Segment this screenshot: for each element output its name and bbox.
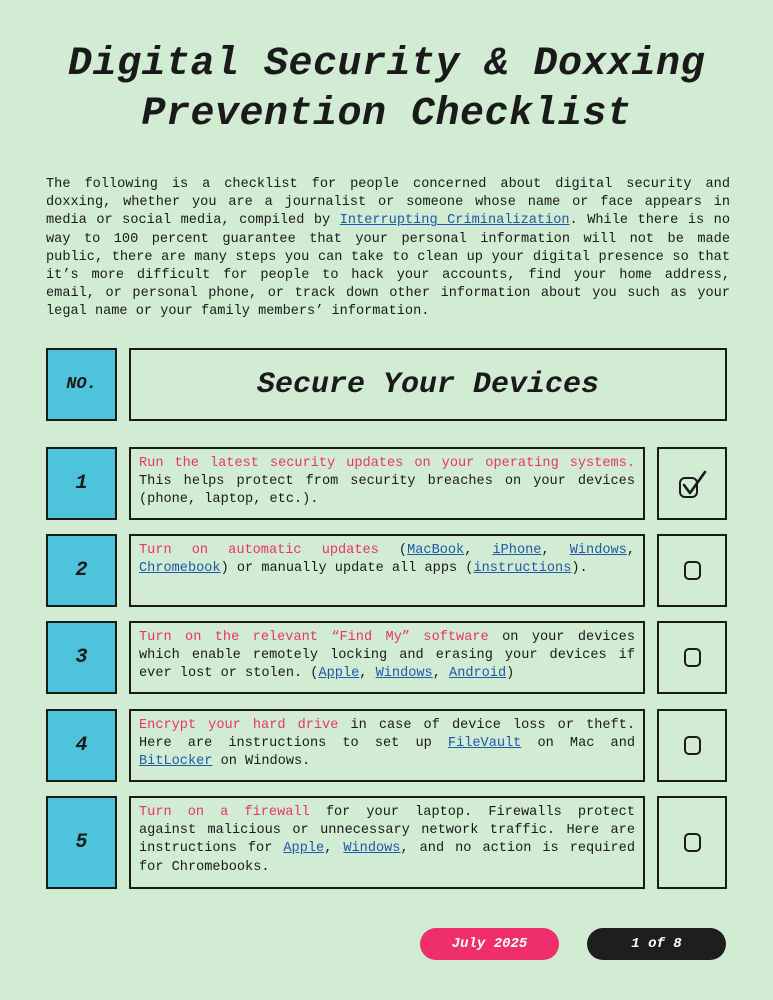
checkbox-item-3[interactable]	[657, 621, 727, 694]
checklist-item-4-text: Encrypt your hard drive in case of device loss or theft. Here are instructions to set up FileVault on Mac and BitLocker on Windows.	[129, 709, 645, 782]
windows-firewall-link[interactable]: Windows	[343, 841, 401, 857]
android-link[interactable]: Android	[449, 666, 507, 682]
checkbox-item-5[interactable]	[657, 796, 727, 889]
item-number-4: 4	[46, 709, 117, 782]
bitlocker-link[interactable]: BitLocker	[139, 754, 213, 770]
interrupting-criminalization-link[interactable]: Interrupting Criminalization	[339, 213, 570, 229]
checkbox-icon	[684, 833, 701, 852]
apple-firewall-link[interactable]: Apple	[283, 841, 325, 857]
item-number-2: 2	[46, 534, 117, 607]
windows-link[interactable]: Windows	[375, 666, 433, 682]
number-column-header: NO.	[46, 348, 117, 421]
chromebook-link[interactable]: Chromebook	[139, 561, 221, 577]
page-indicator: 1 of 8	[587, 928, 726, 960]
title-line-1: Digital Security & Doxxing	[67, 42, 706, 87]
instructions-link[interactable]: instructions	[473, 561, 572, 577]
date-badge: July 2025	[420, 928, 559, 960]
windows-link[interactable]: Windows	[569, 543, 627, 558]
checkbox-item-2[interactable]	[657, 534, 727, 607]
intro-paragraph: The following is a checklist for people concerned about digital security and doxxing, whether you are a journalist or someone whose name or face appears in media or social media, compiled by Interrupting Criminalization. While there is no way to 100 percent guarantee that your personal information will not be made public, there are many steps you can take to clean up your digital presence so that it’s more difficult for people to hack your accounts, find your home address, email, or personal phone, or track down other information about you such as your legal name or your family members’ information.	[46, 177, 731, 320]
checkbox-item-4[interactable]	[657, 709, 727, 782]
page-title	[0, 40, 773, 140]
checklist-item-1-text: Run the latest security updates on your operating systems. This helps protect from security breaches on your devices (phone, laptop, etc.).	[129, 447, 645, 520]
title-line-2: Prevention Checklist	[141, 92, 632, 137]
apple-link[interactable]: Apple	[318, 666, 360, 682]
iphone-link[interactable]: iPhone	[492, 543, 542, 558]
filevault-link[interactable]: FileVault	[447, 736, 522, 752]
checked-checkbox-icon	[675, 469, 709, 499]
item-number-3: 3	[46, 621, 117, 694]
item-number-1: 1	[46, 447, 117, 520]
checklist-item-3-text: Turn on the relevant “Find My” software on your devices which enable remotely locking and erasing your devices if ever lost or stolen. (Apple, Windows, Android)	[129, 621, 645, 694]
section-title: Secure Your Devices	[129, 348, 727, 421]
item-number-5: 5	[46, 796, 117, 889]
checkbox-icon	[684, 736, 701, 755]
checklist-item-2-text: Turn on automatic updates (MacBook, iPhone, Windows, Chromebook) or manually update all apps (instructions).	[129, 534, 645, 607]
checklist-item-5-text: Turn on a firewall for your laptop. Firewalls protect against malicious or unnecessary network traffic. Here are instructions for Apple, Windows, and no action is required for Chromebooks.	[129, 796, 645, 889]
checkbox-icon	[684, 561, 701, 580]
checkbox-icon	[684, 648, 701, 667]
checkbox-item-1[interactable]	[657, 447, 727, 520]
macbook-link[interactable]: MacBook	[407, 543, 465, 558]
